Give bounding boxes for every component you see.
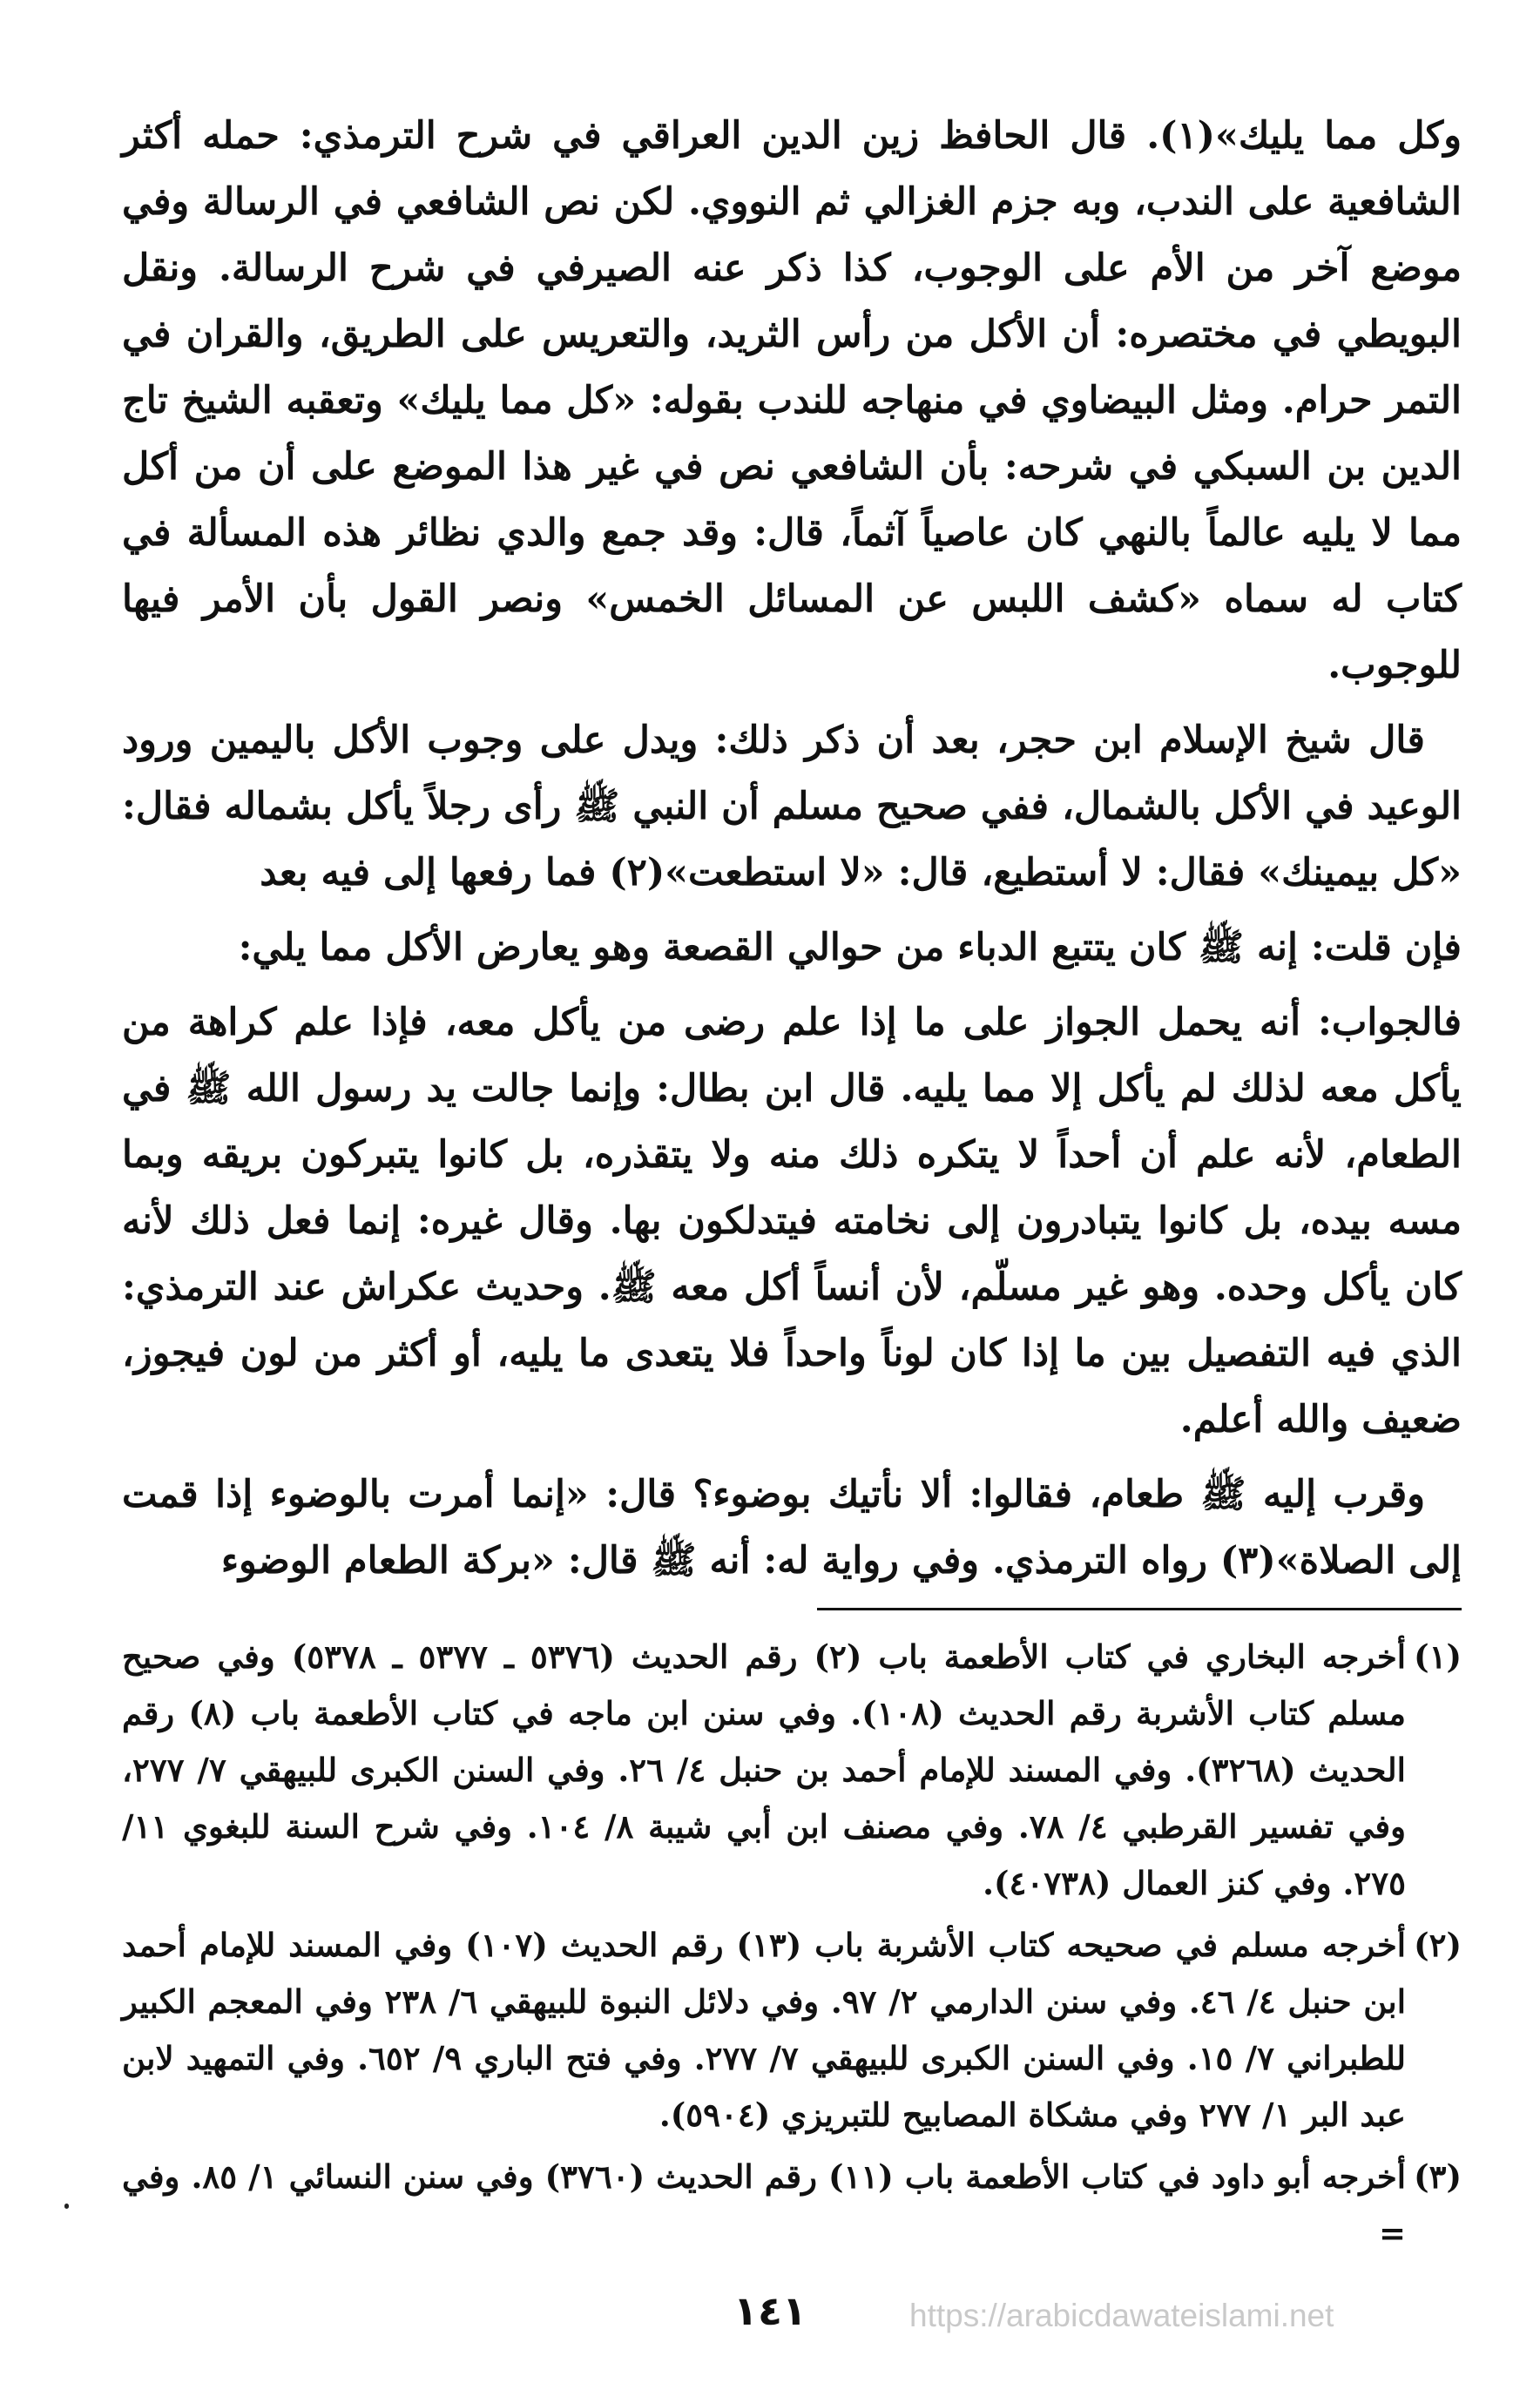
footnote-text: أخرجه أبو داود في كتاب الأطعمة باب (١١) رقم الحديث (٣٧٦٠) وفي سنن النسائي ١/ ٨٥. وفي = <box>122 2157 1406 2252</box>
paragraph-5: وقرب إليه ﷺ طعام، فقالوا: ألا نأتيك بوضوء؟ قال: «إنما أمرت بالوضوء إذا قمت إلى الصلاة»(٣) رواه الترمذي. وفي رواية له: أنه ﷺ قال: «بركة الطعام الوضوء <box>122 1473 1462 1583</box>
footnote-2 <box>122 1917 1462 2143</box>
footnote-text: أخرجه مسلم في صحيحه كتاب الأشربة باب (١٣) رقم الحديث (١٠٧) وفي المسند للإمام أحمد ابن حنبل ٤/ ٤٦. وفي سنن الدارمي ٢/ ٩٧. وفي دلائل النبوة للبيهقي ٦/ ٢٣٨ وفي المعجم الكبير للطبراني ٧/ ١٥. وفي السنن الكبرى للبيهقي ٧/ ٢٧٧. وفي فتح الباري ٩/ ٦٥٢. وفي التمهيد لابن عبد البر ١/ ٢٧٧ وفي مشكاة المصابيح للتبريزي (٥٩٠٤). <box>122 1926 1407 2134</box>
footnote-separator <box>817 1608 1462 1610</box>
paragraph-3: فإن قلت: إنه ﷺ كان يتتبع الدباء من حوالي القصعة وهو يعارض الأكل مما يلي: <box>238 926 1462 969</box>
watermark-url: https://arabicdawateislami.net <box>909 2298 1334 2333</box>
footnote-text: أخرجه البخاري في كتاب الأطعمة باب (٢) رقم الحديث (٥٣٧٦ ـ ٥٣٧٧ ـ ٥٣٧٨) وفي صحيح مسلم كتاب الأشربة رقم الحديث (١٠٨). وفي سنن ابن ماجه في كتاب الأطعمة باب (٨) رقم الحديث (٣٢٦٨). وفي المسند للإمام أحمد بن حنبل ٤/ ٢٦. وفي السنن الكبرى للبيهقي ٧/ ٢٧٧، وفي تفسير القرطبي ٤/ ٧٨. وفي مصنف ابن أبي شيبة ٨/ ١٠٤. وفي شرح السنة للبغوي ١١/ ٢٧٥. وفي كنز العمال (٤٠٧٣٨). <box>122 1637 1406 1902</box>
paragraph-4: فالجواب: أنه يحمل الجواز على ما إذا علم رضى من يأكل معه، فإذا علم كراهة من يأكل معه لذلك لم يأكل إلا مما يليه. قال ابن بطال: وإنما جالت يد رسول الله ﷺ في الطعام، لأنه علم أن أحداً لا يتكره ذلك منه ولا يتقذره، بل كانوا يتبركون بريقه وبما مسه بيده، بل كانوا يتبادرون إلى نخامته فيتدلكون بها. وقال غيره: إنما فعل ذلك لأنه كان يأكل وحده. وهو غير مسلّم، لأن أنساً أكل معه ﷺ. وحديث عكراش عند الترمذي: الذي فيه التفصيل بين ما إذا كان لوناً واحداً فلا يتعدى ما يليه، أو أكثر من لون فيجوز، ضعيف والله أعلم. <box>122 1001 1462 1441</box>
footnote-number: (١) <box>1414 1637 1462 1676</box>
footnotes <box>122 1629 1462 2267</box>
page-number: ١٤١ <box>733 2287 807 2334</box>
paragraph-1: وكل مما يليك»(١). قال الحافظ زين الدين العراقي في شرح الترمذي: حمله أكثر الشافعية على الندب، وبه جزم الغزالي ثم النووي. لكن نص الشافعي في الرسالة وفي موضع آخر من الأم على الوجوب، كذا ذكر عنه الصيرفي في شرح الرسالة. ونقل البويطي في مختصره: أن الأكل من رأس الثريد، والتعريس على الطريق، والقران في التمر حرام. ومثل البيضاوي في منهاجه للندب بقوله: «كل مما يليك» وتعقبه الشيخ تاج الدين بن السبكي في شرحه: بأن الشافعي نص في غير هذا الموضع على أن من أكل مما لا يليه عالماً بالنهي كان عاصياً آثماً، قال: وقد جمع والدي نظائر هذه المسألة في كتاب له سماه «كشف اللبس عن المسائل الخمس» ونصر القول بأن الأمر فيها للوجوب. <box>122 114 1462 687</box>
footnote-3 <box>122 2149 1462 2262</box>
footnote-number: (٣) <box>1414 2157 1462 2196</box>
main-text <box>122 103 1462 1594</box>
footnote-number: (٢) <box>1414 1926 1462 1964</box>
scan-speck <box>64 2204 69 2209</box>
footnote-1 <box>122 1629 1462 1912</box>
paragraph-2: قال شيخ الإسلام ابن حجر، بعد أن ذكر ذلك: ويدل على وجوب الأكل باليمين ورود الوعيد في الأكل بالشمال، ففي صحيح مسلم أن النبي ﷺ رأى رجلاً يأكل بشماله فقال: «كل بيمينك» فقال: لا أستطيع، قال: «لا استطعت»(٢) فما رفعها إلى فيه بعد <box>122 719 1462 894</box>
